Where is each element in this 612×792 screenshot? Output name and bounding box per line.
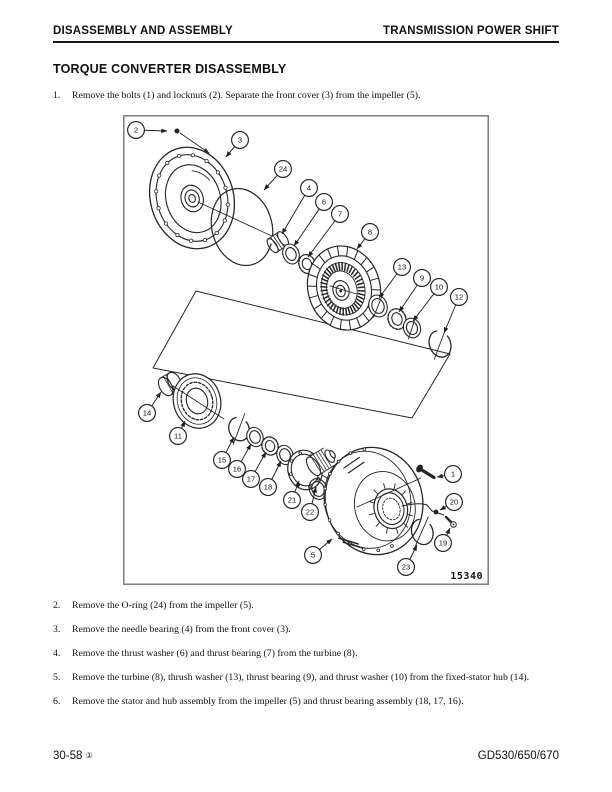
step-3	[53, 624, 565, 636]
svg-text:19: 19	[438, 538, 448, 548]
footer-revision-mark: ①	[85, 751, 93, 760]
step-5	[53, 672, 565, 684]
step-text: Remove the thrust washer (6) and thrust bearing (7) from the turbine (8).	[72, 648, 358, 659]
svg-text:21: 21	[287, 495, 297, 505]
svg-text:17: 17	[246, 474, 256, 484]
footer-model: GD530/650/670	[477, 750, 559, 762]
step-number: 2.	[53, 600, 61, 611]
svg-text:20: 20	[449, 497, 459, 507]
svg-text:4: 4	[306, 183, 312, 193]
step-number: 5.	[53, 672, 61, 683]
svg-text:3: 3	[237, 135, 243, 145]
svg-text:6: 6	[321, 197, 327, 207]
step-4	[53, 648, 565, 660]
svg-text:7: 7	[337, 209, 343, 219]
step-1	[53, 90, 565, 102]
step-text: Remove the turbine (8), thrush washer (13), thrust bearing (9), and thrust washer (10) from the fixed-stator hub (14).	[72, 672, 530, 683]
header-left: DISASSEMBLY AND ASSEMBLY	[53, 25, 233, 37]
svg-text:10: 10	[434, 282, 444, 292]
svg-text:13: 13	[397, 262, 407, 272]
page-title: TORQUE CONVERTER DISASSEMBLY	[53, 62, 287, 76]
step-number: 6.	[53, 696, 61, 707]
footer-page-number: 30-58 ①	[53, 750, 93, 762]
step-number: 4.	[53, 648, 61, 659]
step-text: Remove the needle bearing (4) from the front cover (3).	[72, 624, 291, 635]
step-text: Remove the O-ring (24) from the impeller (5).	[72, 600, 254, 611]
svg-text:8: 8	[367, 227, 373, 237]
svg-text:14: 14	[142, 408, 152, 418]
figure	[123, 115, 489, 585]
diagram-svg	[123, 115, 489, 585]
step-6	[53, 696, 565, 708]
svg-text:22: 22	[305, 507, 315, 517]
step-2	[53, 600, 565, 612]
svg-text:16: 16	[232, 464, 242, 474]
svg-text:24: 24	[278, 164, 288, 174]
step-text: Remove the bolts (1) and locknuts (2). Separate the front cover (3) from the impeller (5).	[72, 90, 421, 101]
svg-text:9: 9	[419, 273, 425, 283]
svg-text:1: 1	[450, 469, 456, 479]
svg-text:2: 2	[133, 125, 139, 135]
page-header	[53, 25, 559, 43]
svg-text:5: 5	[310, 550, 316, 560]
header-right: TRANSMISSION POWER SHIFT	[382, 25, 559, 37]
figure-number: 15340	[450, 571, 483, 582]
svg-text:23: 23	[401, 562, 411, 572]
svg-text:12: 12	[454, 292, 464, 302]
svg-text:18: 18	[263, 482, 273, 492]
svg-text:15: 15	[217, 455, 227, 465]
step-number: 3.	[53, 624, 61, 635]
svg-text:11: 11	[174, 431, 182, 441]
step-number: 1.	[53, 90, 61, 101]
step-text: Remove the stator and hub assembly from the impeller (5) and thrust bearing assembly (18, 17, 16).	[72, 696, 464, 707]
